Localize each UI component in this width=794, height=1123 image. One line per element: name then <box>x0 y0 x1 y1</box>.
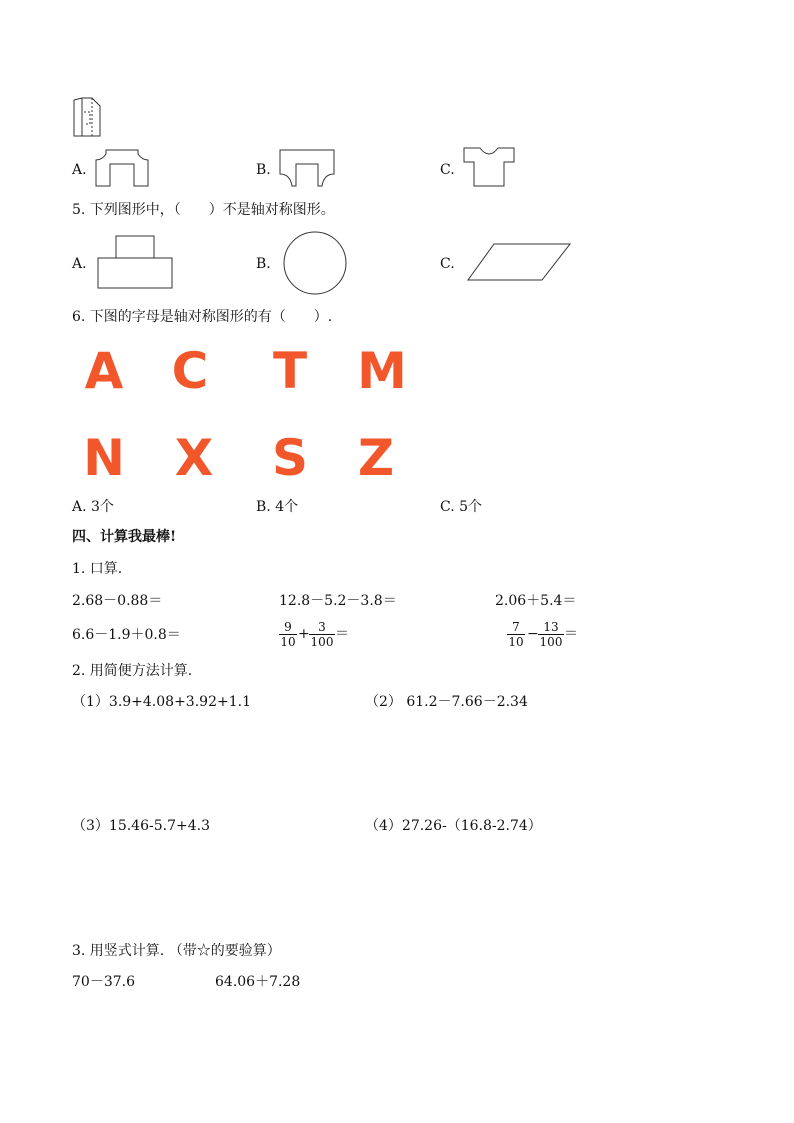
section-4-title: 四、计算我最棒! <box>72 529 177 545</box>
letter-m: M <box>357 342 407 400</box>
q5-question: 5. 下列图形中，（ ）不是轴对称图形。 <box>72 202 335 218</box>
letter-x: X <box>174 429 214 487</box>
q6-option-b[interactable]: B. 4个 <box>256 499 299 515</box>
simplify-item-1: （1）3.9+4.08+3.92+1.1 <box>72 694 251 710</box>
simplify-item-3: （3）15.46-5.7+4.3 <box>72 818 210 834</box>
folded-paper-figure <box>70 96 104 138</box>
letter-a: A <box>84 342 124 400</box>
simplify-item-4: （4）27.26-（16.8-2.74） <box>365 818 542 834</box>
vertical-calc-1: 70－37.6 <box>72 974 135 990</box>
mental-calc-1: 2.68－0.88＝ <box>72 593 163 609</box>
fraction-denominator: 100 <box>310 635 334 649</box>
equals-sign: ＝ <box>335 626 349 642</box>
mental-calc-4: 6.6－1.9＋0.8＝ <box>72 627 181 643</box>
fraction-3-100 <box>309 620 335 649</box>
fraction-denominator: 10 <box>280 635 296 649</box>
fraction-13-100 <box>538 620 564 649</box>
stacked-rectangles-shape[interactable] <box>96 234 174 290</box>
mental-calc-3: 2.06＋5.4＝ <box>495 593 577 609</box>
q4-option-b-label: B. <box>256 162 271 178</box>
fraction-9-10 <box>279 620 297 649</box>
letter-t: T <box>272 342 308 400</box>
part-1-title: 1. 口算. <box>72 561 123 577</box>
equals-sign: ＝ <box>564 626 578 642</box>
simplify-item-2: （2） 61.2－7.66－2.34 <box>365 694 528 710</box>
fraction-numerator: 13 <box>543 620 559 634</box>
circle-shape[interactable] <box>282 230 348 296</box>
q6-question: 6. 下图的字母是轴对称图形的有（ ）. <box>72 309 333 325</box>
fraction-7-10 <box>507 620 525 649</box>
fraction-denominator: 100 <box>539 635 563 649</box>
q4-option-c-shape[interactable] <box>462 146 516 188</box>
parallelogram-shape[interactable] <box>466 242 572 282</box>
fraction-numerator: 3 <box>318 620 326 634</box>
q5-option-a-label: A. <box>72 256 87 272</box>
fraction-numerator: 9 <box>284 620 292 634</box>
fraction-numerator: 7 <box>512 620 520 634</box>
letter-n: N <box>83 429 125 487</box>
plus-operator: + <box>298 626 310 642</box>
q6-option-c[interactable]: C. 5个 <box>440 499 483 515</box>
mental-calc-2: 12.8－5.2－3.8＝ <box>279 593 397 609</box>
q4-option-c-label: C. <box>440 162 455 178</box>
q4-option-a-shape[interactable] <box>94 148 150 188</box>
fraction-denominator: 10 <box>508 635 524 649</box>
q5-option-b-label: B. <box>256 256 271 272</box>
part-2-title: 2. 用简便方法计算. <box>72 663 193 679</box>
vertical-calc-2: 64.06＋7.28 <box>215 974 301 990</box>
q4-option-a-label: A. <box>72 162 87 178</box>
minus-operator: − <box>527 626 539 642</box>
part-3-title: 3. 用竖式计算. （带☆的要验算） <box>72 943 281 959</box>
letter-s: S <box>271 429 308 487</box>
letter-c: C <box>171 342 209 400</box>
q6-option-a[interactable]: A. 3个 <box>72 499 114 515</box>
q4-option-b-shape[interactable] <box>278 148 336 188</box>
letter-z: Z <box>357 429 395 487</box>
q5-option-c-label: C. <box>440 256 455 272</box>
